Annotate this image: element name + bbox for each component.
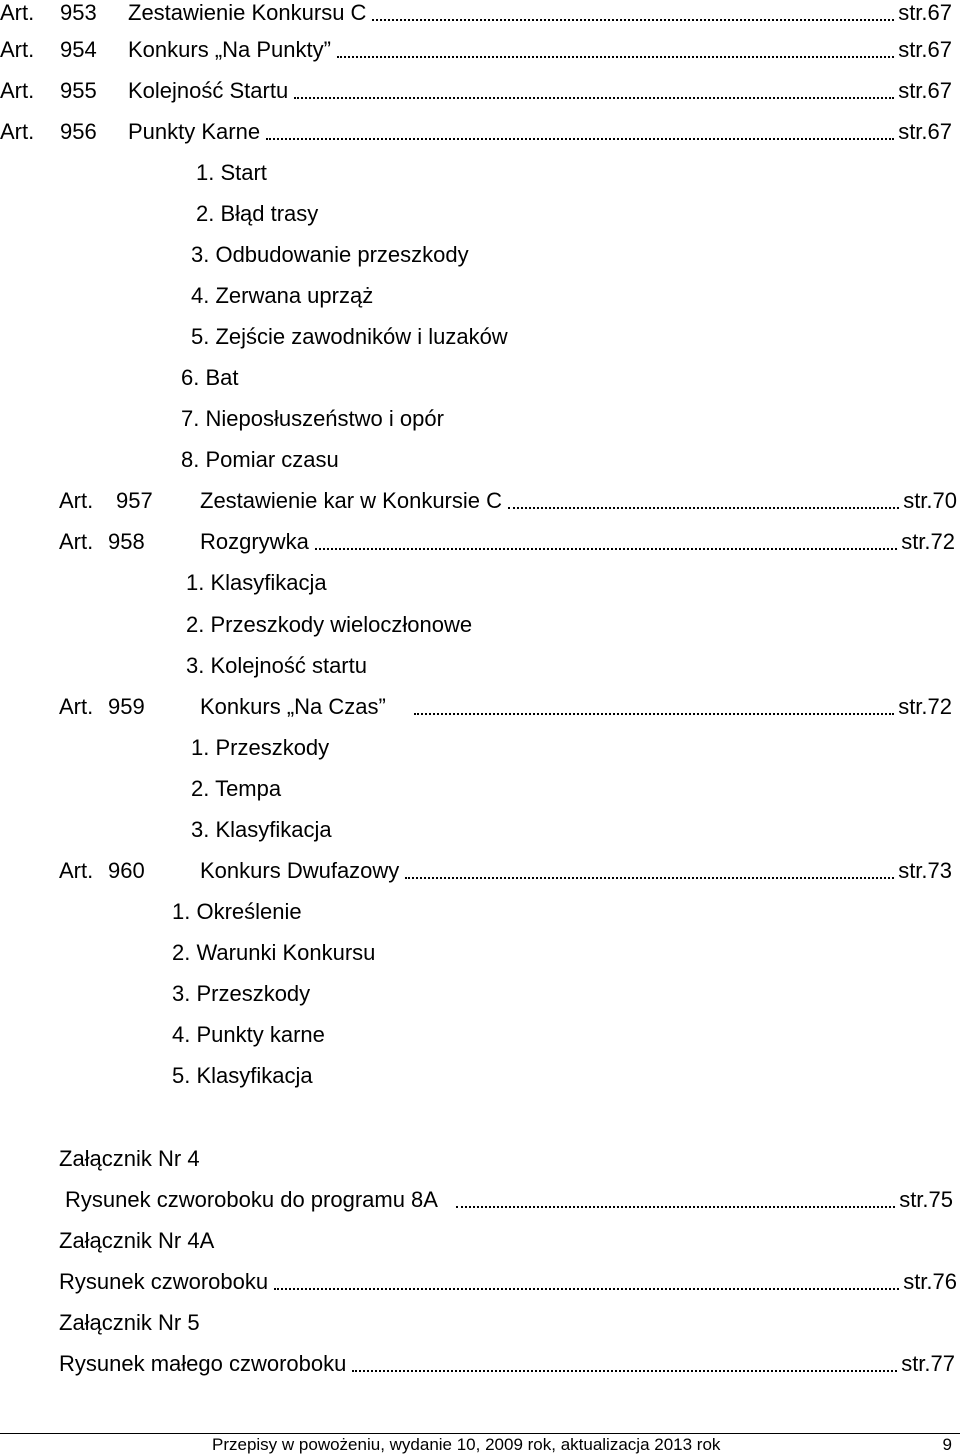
toc-art-number: 953 [60,0,97,25]
toc-art-label: Art. [0,119,35,144]
toc-title: Konkurs Dwufazowy [200,858,400,883]
dot-leader [352,1369,897,1372]
toc-art-label: Art. [59,858,94,883]
annex-label: Załącznik Nr 5 [59,1310,200,1335]
annex-label: Załącznik Nr 4 [59,1146,200,1171]
toc-art-number: 954 [60,37,97,62]
subitem-960: 4. Punkty karne [172,1022,325,1047]
dot-leader [266,137,894,140]
annex-label: Załącznik Nr 4A [59,1228,215,1253]
subitem-958: 2. Przeszkody wieloczłonowe [186,612,473,637]
subitem-960: 5. Klasyfikacja [172,1063,313,1088]
toc-entry-953[interactable] [0,0,952,28]
toc-art-number: 958 [108,529,145,554]
annex-title: Rysunek czworoboku do programu 8A [65,1187,438,1212]
toc-title: Rozgrywka [200,529,309,554]
subitem-956: 8. Pomiar czasu [181,447,339,472]
toc-art-label: Art. [59,529,94,554]
annex-title: Rysunek małego czworoboku [59,1351,347,1376]
subitem-960: 3. Przeszkody [172,981,311,1006]
toc-page: str.73 [898,858,952,883]
annex-entry[interactable] [65,1185,953,1215]
subitem-956: 4. Zerwana uprząż [191,283,374,308]
toc-page: str.72 [898,694,952,719]
toc-art-label: Art. [0,0,35,25]
toc-art-label: Art. [0,78,35,103]
annex-title: Rysunek czworoboku [59,1269,269,1294]
annex-entry[interactable] [59,1267,957,1297]
subitem-956: 3. Odbudowanie przeszkody [191,242,469,267]
toc-entry-955[interactable] [0,76,952,106]
subitem-956: 7. Nieposłuszeństwo i opór [181,406,444,431]
toc-page: str.67 [898,119,952,144]
toc-entry-959[interactable] [59,692,952,722]
dot-leader [315,547,897,550]
dot-leader [456,1205,895,1208]
subitem-960: 1. Określenie [172,899,302,924]
toc-art-label: Art. [59,488,94,513]
dot-leader [405,876,894,879]
subitem-956: 6. Bat [181,365,239,390]
subitem-959: 1. Przeszkody [191,735,330,760]
annex-page: str.77 [901,1351,955,1376]
dot-leader [274,1287,899,1290]
subitem-958: 1. Klasyfikacja [186,570,327,595]
subitem-956: 1. Start [196,160,267,185]
toc-entry-957[interactable] [59,486,957,516]
toc-art-number: 956 [60,119,97,144]
toc-title: Konkurs „Na Czas” [200,694,386,719]
dot-leader [414,712,894,715]
subitem-958: 3. Kolejność startu [186,653,367,678]
toc-page: str.67 [898,0,952,25]
toc-entry-956[interactable] [0,117,952,147]
dot-leader [337,55,894,58]
toc-page: str.72 [901,529,955,554]
page-footer [0,1433,960,1456]
toc-page: str.70 [903,488,957,513]
dot-leader [508,506,899,509]
annex-entry[interactable] [59,1349,955,1379]
footer-text: Przepisy w powożeniu, wydanie 10, 2009 rok, aktualizacja 2013 rok [212,1435,721,1454]
dot-leader [294,96,894,99]
dot-leader [372,18,894,21]
toc-title: Zestawienie Konkursu C [128,0,367,25]
toc-page: str.67 [898,78,952,103]
annex-page: str.76 [903,1269,957,1294]
toc-art-label: Art. [59,694,94,719]
toc-title: Kolejność Startu [128,78,289,103]
toc-title: Konkurs „Na Punkty” [128,37,331,62]
page-number: 9 [942,1435,952,1454]
toc-title: Punkty Karne [128,119,261,144]
toc-entry-954[interactable] [0,35,952,65]
toc-entry-960[interactable] [59,856,952,886]
toc-art-label: Art. [0,37,35,62]
subitem-960: 2. Warunki Konkursu [172,940,376,965]
toc-art-number: 959 [108,694,145,719]
toc-art-number: 960 [108,858,145,883]
subitem-959: 3. Klasyfikacja [191,817,332,842]
subitem-959: 2. Tempa [191,776,282,801]
toc-entry-958[interactable] [59,527,955,557]
toc-art-number: 957 [116,488,153,513]
annex-page: str.75 [899,1187,953,1212]
toc-title: Zestawienie kar w Konkursie C [200,488,503,513]
toc-art-number: 955 [60,78,97,103]
subitem-956: 2. Błąd trasy [196,201,319,226]
subitem-956: 5. Zejście zawodników i luzaków [191,324,508,349]
toc-page: str.67 [898,37,952,62]
